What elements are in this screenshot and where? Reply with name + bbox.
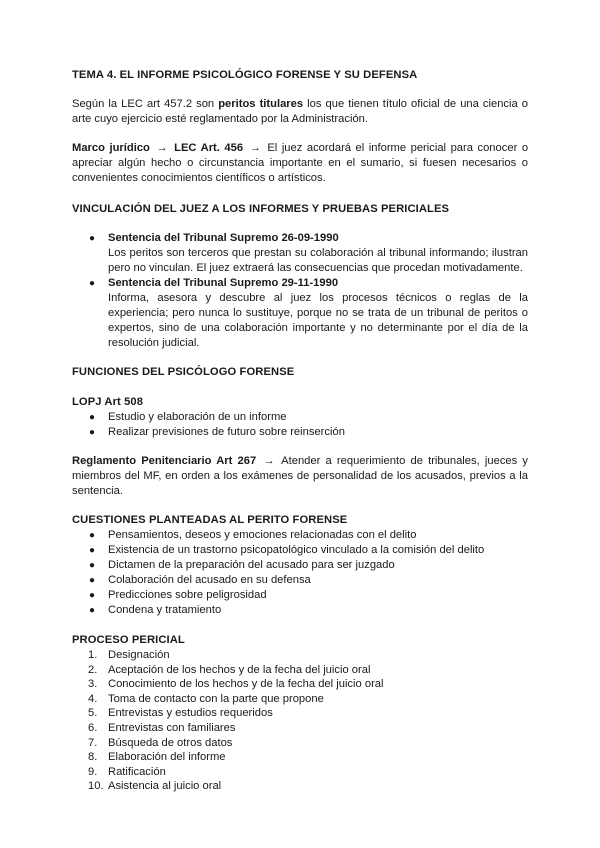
list-item: 4. Toma de contacto con la parte que propone <box>88 692 324 705</box>
bullet-icon: ● <box>89 233 96 244</box>
cuestiones-list <box>72 528 528 618</box>
arrow-icon: → <box>249 142 261 154</box>
subheading-lopj: LOPJ Art 508 <box>72 396 144 408</box>
proceso-list <box>72 648 528 794</box>
intro-text-before: Según la LEC art 457.2 son <box>72 98 219 110</box>
list-item: ● Estudio y elaboración de un informe <box>89 411 287 423</box>
bullet-icon: ● <box>89 605 96 616</box>
document-page <box>72 68 528 794</box>
list-item <box>72 231 528 276</box>
marco-paragraph <box>72 141 528 186</box>
item-number: 4. <box>88 692 98 705</box>
item-number: 9. <box>88 765 98 778</box>
sentencia-text: Los peritos son terceros que prestan su colaboración al tribunal informando; ilustran pero no vinculan. El juez extraerá las consecuencias que procedan motivadamente. <box>108 247 528 274</box>
sentencias-list <box>72 231 528 351</box>
sentencia-title: Sentencia del Tribunal Supremo 29-11-1990 <box>108 277 339 289</box>
list-item: 7. Búsqueda de otros datos <box>88 736 233 749</box>
sentencia-title: Sentencia del Tribunal Supremo 26-09-1990 <box>108 232 339 244</box>
reglamento-bold: Reglamento Penitenciario Art 267 <box>72 455 257 467</box>
list-item: ● Existencia de un trastorno psicopatológico vinculado a la comisión del delito <box>89 544 485 556</box>
page-title: TEMA 4. EL INFORME PSICOLÓGICO FORENSE Y SU DEFENSA <box>72 69 418 81</box>
bullet-icon: ● <box>89 560 96 571</box>
lopj-list <box>72 410 528 440</box>
bullet-icon: ● <box>89 530 96 541</box>
item-number: 7. <box>88 736 98 749</box>
marco-text: El juez acordará el informe pericial para conocer o apreciar algún hecho o circunstancia importante en el sumario, si fuesen necesarios o convenientes conocimientos científicos o artísticos. <box>72 142 529 184</box>
intro-text-after: los que tienen título oficial de una ciencia o arte cuyo ejercicio esté reglamentado por la Administración. <box>72 98 529 125</box>
list-item: ● Predicciones sobre peligrosidad <box>89 589 267 601</box>
list-item: ● Realizar previsiones de futuro sobre reinserción <box>89 426 345 438</box>
intro-bold-term: peritos titulares <box>218 98 304 110</box>
list-item: ● Colaboración del acusado en su defensa <box>89 574 311 586</box>
list-item: 9. Ratificación <box>88 765 166 778</box>
list-item: 3. Conocimiento de los hechos y de la fecha del juicio oral <box>88 678 384 691</box>
section-heading-funciones: FUNCIONES DEL PSICÓLOGO FORENSE <box>72 366 295 378</box>
list-item: 2. Aceptación de los hechos y de la fecha del juicio oral <box>88 663 371 676</box>
list-item: 6. Entrevistas con familiares <box>88 721 236 734</box>
item-number: 2. <box>88 663 98 676</box>
bullet-icon: ● <box>89 412 96 423</box>
arrow-icon: → <box>263 455 275 467</box>
item-number: 1. <box>88 649 98 661</box>
list-item: 10. Asistencia al juicio oral <box>88 780 222 793</box>
item-number: 5. <box>88 707 98 720</box>
bullet-icon: ● <box>89 575 96 586</box>
section-heading-proceso: PROCESO PERICIAL <box>72 634 185 646</box>
item-number: 8. <box>88 751 98 764</box>
marco-bold-label: Marco jurídico <box>72 142 150 154</box>
arrow-icon: → <box>156 142 168 154</box>
list-item: ● Condena y tratamiento <box>89 604 222 616</box>
bullet-icon: ● <box>89 590 96 601</box>
list-item: 1. Designación <box>88 649 170 661</box>
reglamento-text: Atender a requerimiento de tribunales, jueces y miembros del MF, en orden a los exámenes de personalidad de los acusados, previos a la sentencia. <box>72 455 528 497</box>
list-item <box>72 276 528 351</box>
section-heading-vinculacion: VINCULACIÓN DEL JUEZ A LOS INFORMES Y PRUEBAS PERICIALES <box>72 203 450 215</box>
reglamento-paragraph <box>72 454 528 499</box>
sentencia-text: Informa, asesora y descubre al juez los procesos técnicos o reglas de la experiencia; pero nunca lo sustituye, porque no se trata de un tribunal de peritos o expertos, sino de una colaboración importante y no determinante por el día de la resolución judicial. <box>108 292 528 349</box>
bullet-icon: ● <box>89 427 96 438</box>
item-number: 10. <box>88 780 104 793</box>
list-item: 8. Elaboración del informe <box>88 751 226 764</box>
marco-bold-article: LEC Art. 456 <box>174 142 244 154</box>
list-item: ● Pensamientos, deseos y emociones relacionadas con el delito <box>89 529 417 541</box>
list-item: 5. Entrevistas y estudios requeridos <box>88 707 273 720</box>
list-item: ● Dictamen de la preparación del acusado para ser juzgado <box>89 559 395 571</box>
item-number: 3. <box>88 678 98 691</box>
section-heading-cuestiones: CUESTIONES PLANTEADAS AL PERITO FORENSE <box>72 514 348 526</box>
bullet-icon: ● <box>89 545 96 556</box>
intro-paragraph <box>72 97 528 127</box>
bullet-icon: ● <box>89 278 96 289</box>
item-number: 6. <box>88 721 98 734</box>
